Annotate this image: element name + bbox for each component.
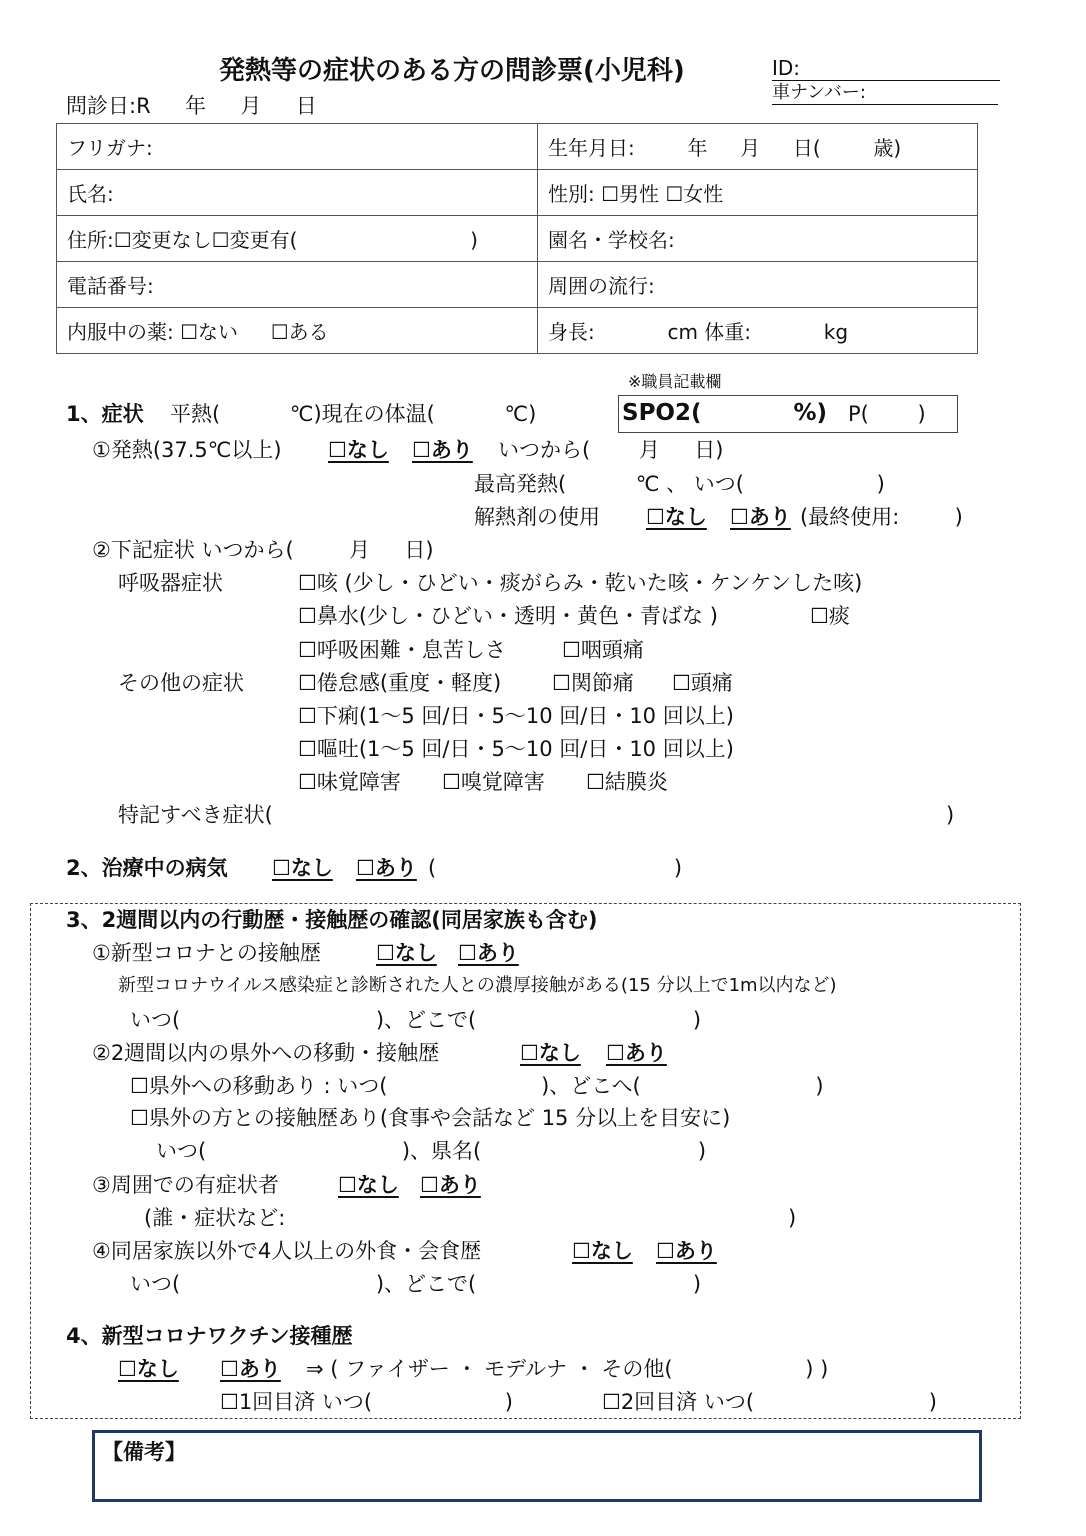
remarks-label: 【備考】 — [102, 1440, 186, 1464]
section3-heading: 3、2週間以内の行動歴・接触歴の確認(同居家族も含む) — [66, 908, 598, 932]
school-field[interactable]: 園名・学校名: — [538, 216, 978, 262]
smell-checkbox[interactable]: ☐嗅覚障害 — [442, 770, 545, 794]
vaccine-yes-checkbox[interactable]: ☐あり — [220, 1357, 281, 1381]
section1-heading: 1、症状 — [66, 402, 144, 426]
vaccine-type-field[interactable]: ⇒ ( ファイザー ・ モデルナ ・ その他( ) ) — [306, 1357, 829, 1381]
height-weight-field[interactable]: 身長: cm 体重: kg — [538, 308, 978, 354]
id-underline — [772, 80, 1000, 81]
disease-none-checkbox[interactable]: ☐なし — [272, 856, 333, 880]
q2-contact-checkbox[interactable]: ☐県外の方との接触歴あり(食事や会話など 15 分以上を目安に) — [130, 1106, 731, 1130]
dose1-checkbox[interactable]: ☐1回目済 いつ( ) — [220, 1390, 513, 1414]
vomit-checkbox[interactable]: ☐嘔吐(1〜5 回/日・5〜10 回/日・10 回以上) — [298, 737, 734, 761]
q2-move-checkbox[interactable]: ☐県外への移動あり : いつ( )、どこへ( ) — [130, 1074, 824, 1098]
q1-when-where-field[interactable]: いつ( )、どこで( ) — [130, 1008, 702, 1032]
q3-who-field[interactable]: (誰・症状など: — [144, 1206, 286, 1230]
q2-label: ②2週間以内の県外への移動・接触歴 — [92, 1041, 440, 1065]
spo2-field[interactable]: SPO2( %) — [622, 400, 828, 426]
joint-pain-checkbox[interactable]: ☐関節痛 — [552, 671, 634, 695]
diarrhea-checkbox[interactable]: ☐下痢(1〜5 回/日・5〜10 回/日・10 回以上) — [298, 704, 734, 728]
q3-yes-checkbox[interactable]: ☐あり — [420, 1173, 481, 1197]
conjunctivitis-checkbox[interactable]: ☐結膜炎 — [586, 770, 668, 794]
fever-yes-checkbox[interactable]: ☐あり — [412, 438, 473, 462]
local-epidemic-field[interactable]: 周囲の流行: — [538, 262, 978, 308]
q3-label: ③周囲での有症状者 — [92, 1173, 279, 1197]
headache-checkbox[interactable]: ☐頭痛 — [672, 671, 733, 695]
taste-checkbox[interactable]: ☐味覚障害 — [298, 770, 401, 794]
address-field[interactable]: 住所:☐変更なし☐変更有( ) — [57, 216, 538, 262]
antipyretic-label: 解熱剤の使用 — [474, 505, 600, 529]
antipyretic-none-checkbox[interactable]: ☐なし — [646, 505, 707, 529]
page-title: 発熱等の症状のある方の問診票(小児科) — [219, 56, 685, 86]
special-symptoms-field[interactable]: 特記すべき症状( — [118, 803, 273, 827]
q4-label: ④同居家族以外で4人以上の外食・会食歴 — [92, 1239, 482, 1263]
q3-close: ) — [788, 1206, 797, 1230]
q1-label: ①新型コロナとの接触歴 — [92, 941, 321, 965]
disease-detail-field[interactable]: ( ) — [428, 856, 683, 880]
other-symptoms-label: その他の症状 — [118, 671, 244, 695]
section4-heading: 4、新型コロナワクチン接種歴 — [66, 1324, 353, 1348]
q4-when-where-field[interactable]: いつ( )、どこで( ) — [130, 1272, 702, 1296]
q3-none-checkbox[interactable]: ☐なし — [338, 1173, 399, 1197]
visit-date: 問診日:R 年 月 日 — [66, 94, 317, 118]
special-symptoms-close: ) — [946, 803, 955, 827]
medication-field[interactable]: 内服中の薬: ☐ない ☐ある — [57, 308, 538, 354]
q4-none-checkbox[interactable]: ☐なし — [572, 1239, 633, 1263]
max-fever-field[interactable]: 最高発熱( ℃ 、 いつ( ) — [474, 472, 885, 496]
car-number-label: 車ナンバー: — [772, 82, 866, 103]
phone-field[interactable]: 電話番号: — [57, 262, 538, 308]
remarks-box[interactable] — [92, 1430, 982, 1502]
q1-description: 新型コロナウイルス感染症と診断された人との濃厚接触がある(15 分以上で1m以内など) — [118, 975, 837, 996]
q2-yes-checkbox[interactable]: ☐あり — [606, 1041, 667, 1065]
dyspnea-checkbox[interactable]: ☐呼吸困難・息苦しさ — [298, 638, 506, 662]
disease-yes-checkbox[interactable]: ☐あり — [356, 856, 417, 880]
section2-heading: 2、治療中の病気 — [66, 856, 228, 880]
fatigue-checkbox[interactable]: ☐倦怠感(重度・軽度) — [298, 671, 502, 695]
antipyretic-yes-checkbox[interactable]: ☐あり — [730, 505, 791, 529]
temperature-fields[interactable]: 平熱( ℃)現在の体温( ℃) — [170, 402, 537, 426]
cough-checkbox[interactable]: ☐咳 (少し・ひどい・痰がらみ・乾いた咳・ケンケンした咳) — [298, 571, 863, 595]
pulse-field[interactable]: P( ) — [848, 402, 926, 426]
name-field[interactable]: 氏名: — [57, 170, 538, 216]
symptoms-since-field[interactable]: ②下記症状 いつから( 月 日) — [92, 538, 434, 562]
birthdate-field[interactable]: 生年月日: 年 月 日( 歳) — [538, 124, 978, 170]
fever-none-checkbox[interactable]: ☐なし — [328, 438, 389, 462]
q1-yes-checkbox[interactable]: ☐あり — [458, 941, 519, 965]
fever-since-field[interactable]: いつから( 月 日) — [498, 438, 724, 462]
sex-field[interactable]: 性別: ☐男性 ☐女性 — [538, 170, 978, 216]
fever-label: ①発熱(37.5℃以上) — [92, 438, 282, 462]
nasal-checkbox[interactable]: ☐鼻水(少し・ひどい・透明・黄色・青ばな ) — [298, 604, 718, 628]
vaccine-none-checkbox[interactable]: ☐なし — [118, 1357, 179, 1381]
phlegm-checkbox[interactable]: ☐痰 — [810, 604, 850, 628]
staff-note: ※職員記載欄 — [628, 372, 722, 391]
patient-info-table — [56, 123, 978, 354]
sore-throat-checkbox[interactable]: ☐咽頭痛 — [562, 638, 644, 662]
q2-when-prefecture-field[interactable]: いつ( )、県名( ) — [156, 1139, 707, 1163]
car-number-underline — [772, 104, 998, 105]
q1-none-checkbox[interactable]: ☐なし — [376, 941, 437, 965]
antipyretic-last-field[interactable]: (最終使用: ) — [800, 505, 963, 529]
dose2-checkbox[interactable]: ☐2回目済 いつ( ) — [602, 1390, 937, 1414]
respiratory-label: 呼吸器症状 — [118, 571, 223, 595]
furigana-field[interactable]: フリガナ: — [57, 124, 538, 170]
id-label: ID: — [772, 56, 801, 80]
q4-yes-checkbox[interactable]: ☐あり — [656, 1239, 717, 1263]
q2-none-checkbox[interactable]: ☐なし — [520, 1041, 581, 1065]
